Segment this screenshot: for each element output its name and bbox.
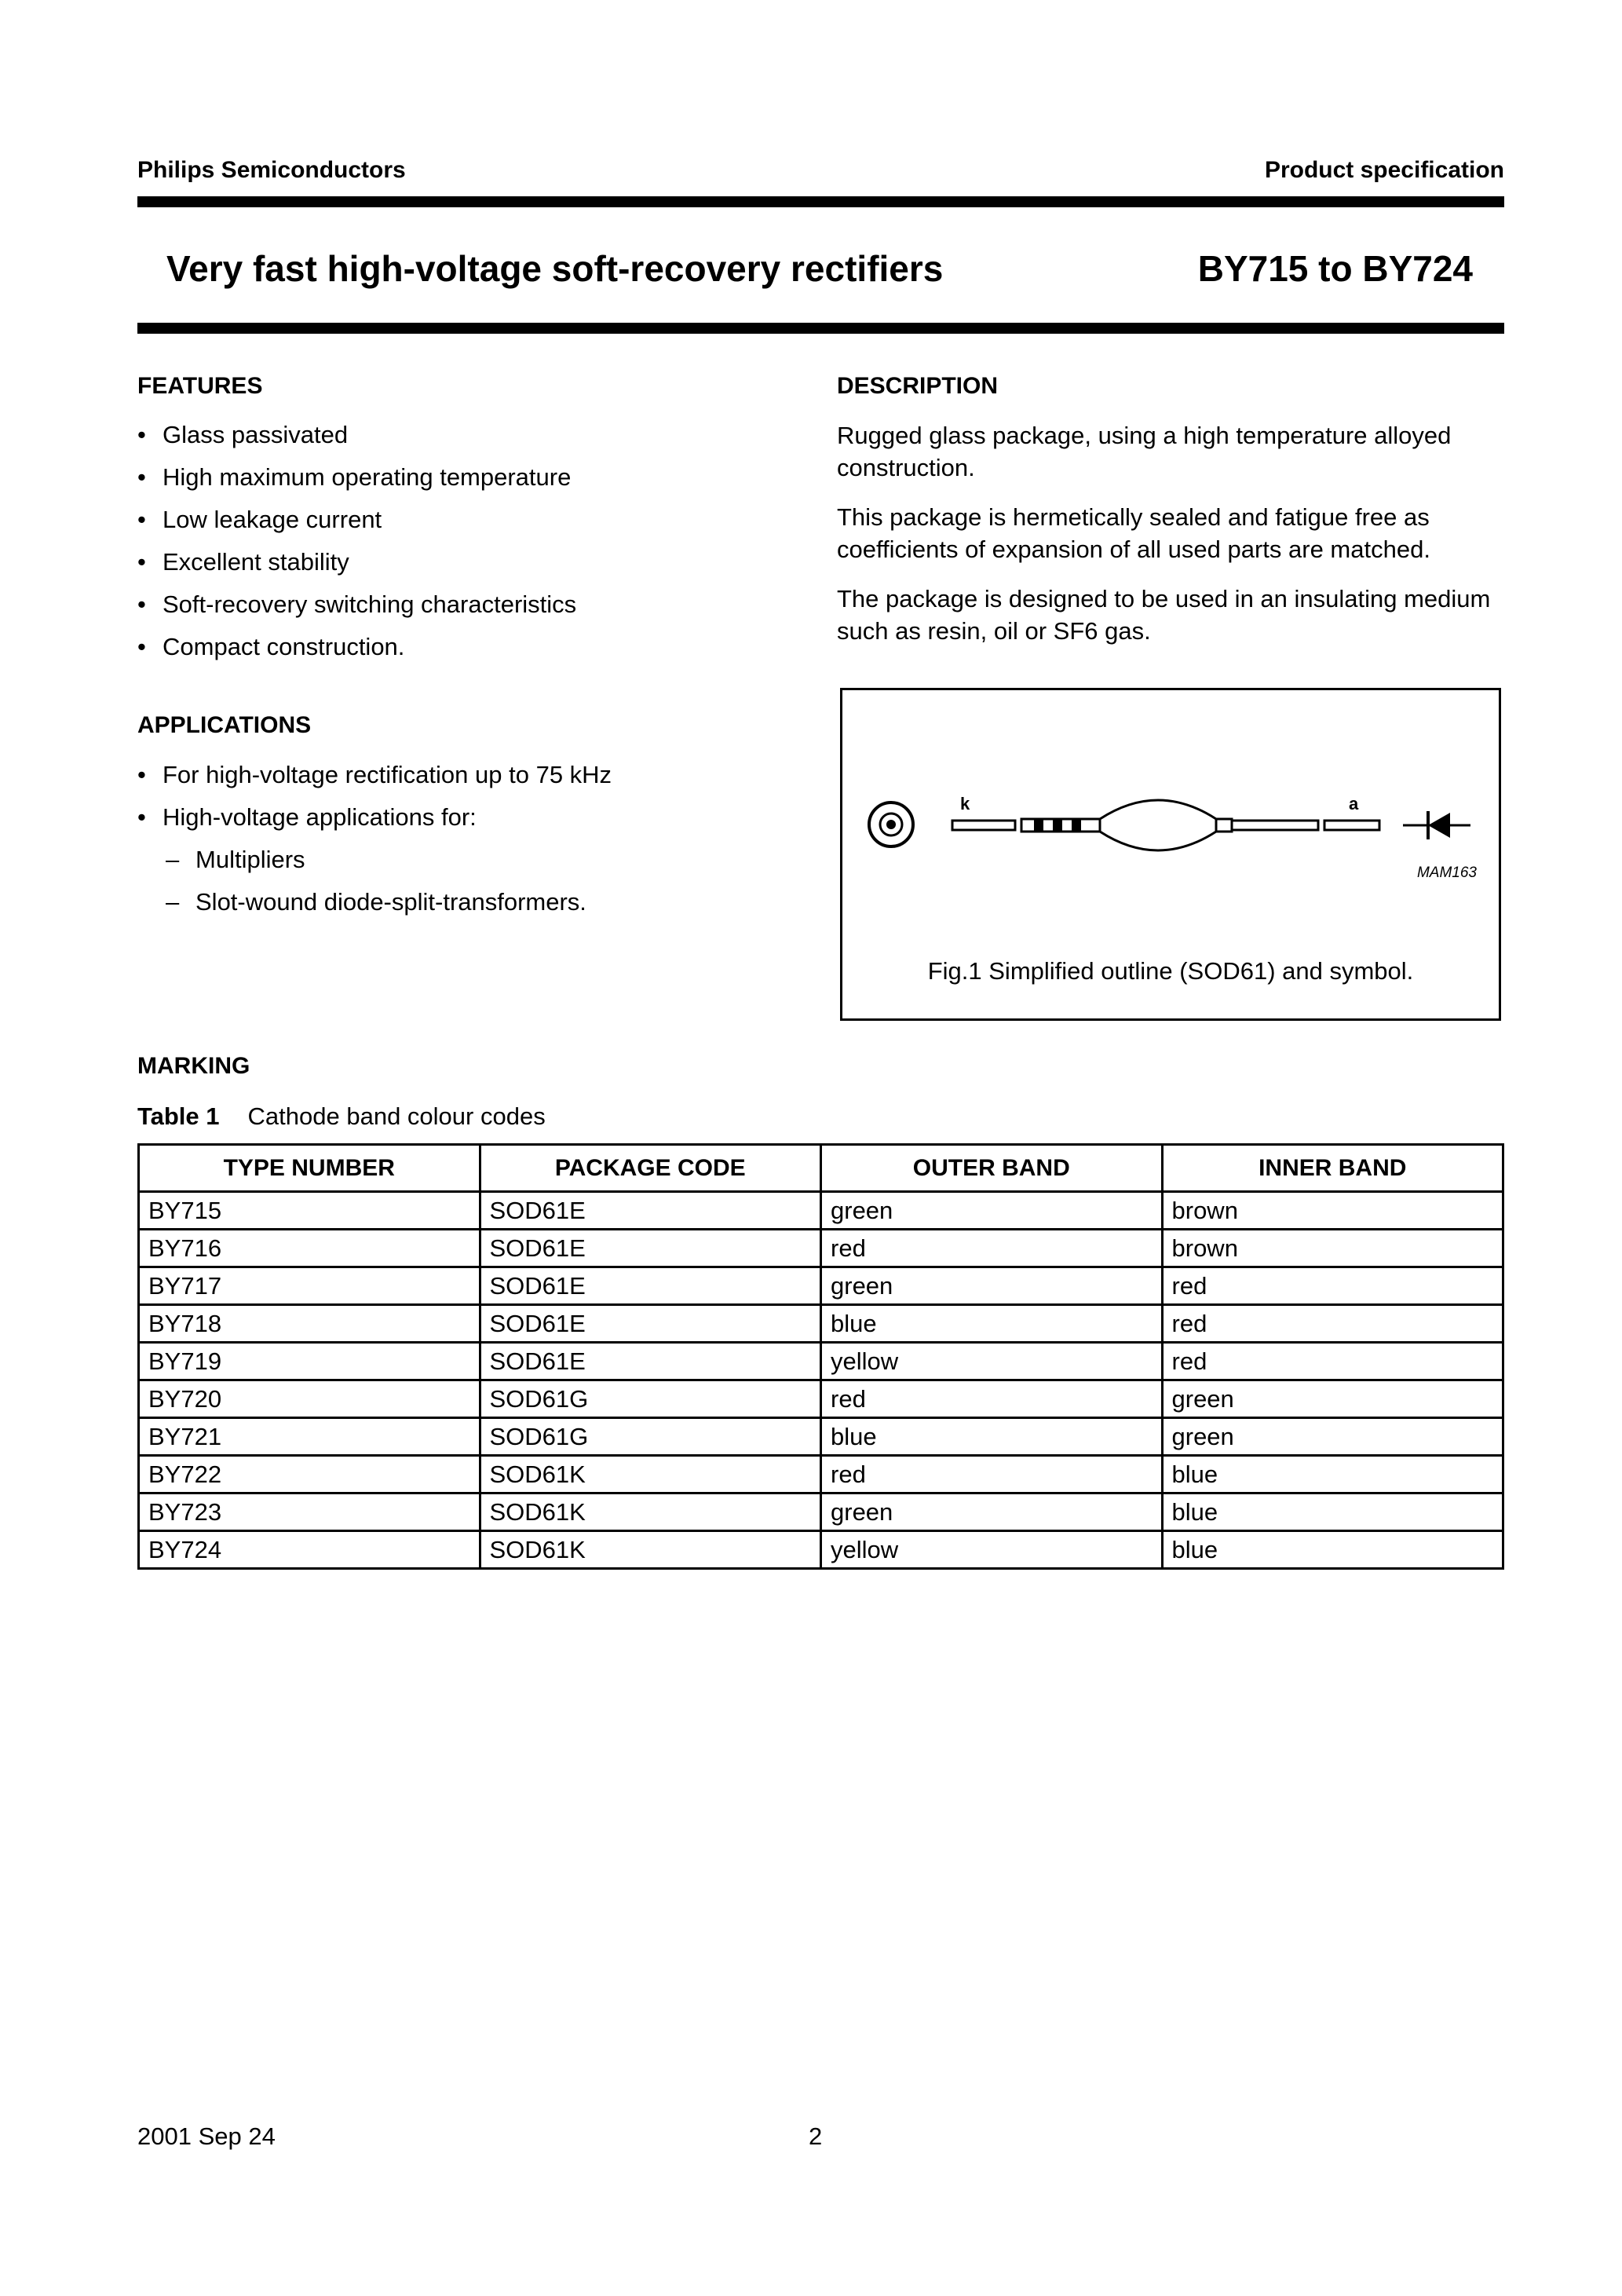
table-cell: red <box>821 1230 1163 1267</box>
table-cell: brown <box>1162 1192 1503 1230</box>
table-cell: SOD61G <box>480 1380 821 1418</box>
diode-outline-drawing <box>842 690 1499 926</box>
anode-label: a <box>1349 794 1359 813</box>
cathode-lead <box>952 821 1015 830</box>
table-cell: red <box>1162 1267 1503 1305</box>
table-label: Table 1 <box>137 1102 220 1130</box>
list-item: • For high-voltage rectification up to 75 kHz <box>137 754 612 796</box>
table-cell: BY723 <box>139 1493 480 1531</box>
column-header: OUTER BAND <box>821 1145 1163 1192</box>
description-paragraph: This package is hermetically sealed and fatigue free as coefficients of expansion of all used parts are matched. <box>837 503 1430 563</box>
footer-date: 2001 Sep 24 <box>137 2122 276 2150</box>
glass-body <box>1100 800 1216 850</box>
description-text <box>837 419 1504 664</box>
features-list <box>137 414 576 668</box>
table-row <box>139 1343 1503 1380</box>
column-header: PACKAGE CODE <box>480 1145 821 1192</box>
figure-code: MAM163 <box>1416 865 1477 881</box>
part-range: BY715 to BY724 <box>1197 248 1473 289</box>
applications-heading: APPLICATIONS <box>137 712 312 738</box>
cathode-label: k <box>960 794 970 813</box>
anode-lead <box>1324 821 1379 830</box>
table-row <box>139 1493 1503 1531</box>
features-heading: FEATURES <box>137 373 263 399</box>
list-item: • Soft-recovery switching characteristics <box>137 583 576 626</box>
table-cell: SOD61K <box>480 1531 821 1569</box>
column-header: INNER BAND <box>1162 1145 1503 1192</box>
table-row <box>139 1531 1503 1569</box>
list-item: • High maximum operating temperature <box>137 456 576 499</box>
list-item: – Slot-wound diode-split-transformers. <box>137 881 586 923</box>
applications-sublist <box>137 839 586 923</box>
table-cell: SOD61E <box>480 1192 821 1230</box>
end-view-icon <box>869 803 913 846</box>
table-cell: BY724 <box>139 1531 480 1569</box>
header-rule-top <box>137 196 1504 207</box>
table-cell: blue <box>1162 1456 1503 1493</box>
table-cell: SOD61E <box>480 1305 821 1343</box>
figure-caption: Fig.1 Simplified outline (SOD61) and symbol. <box>927 957 1414 985</box>
list-item: • Low leakage current <box>137 499 576 541</box>
table-cell: BY715 <box>139 1192 480 1230</box>
cathode-band-outer <box>1034 819 1043 832</box>
table-cell: blue <box>1162 1493 1503 1531</box>
header-rule-bottom <box>137 323 1504 334</box>
table-cell: BY719 <box>139 1343 480 1380</box>
table-row <box>139 1456 1503 1493</box>
body-anode-end <box>1216 819 1232 832</box>
cathode-band-inner <box>1053 819 1062 832</box>
description-paragraph: Rugged glass package, using a high temperature alloyed construction. <box>837 422 1452 481</box>
list-item: – Multipliers <box>137 839 586 881</box>
list-item: • Glass passivated <box>137 414 576 456</box>
column-header: TYPE NUMBER <box>139 1145 480 1192</box>
table-title: Cathode band colour codes <box>247 1102 546 1130</box>
description-heading: DESCRIPTION <box>837 373 999 399</box>
table-row <box>139 1267 1503 1305</box>
table-cell: red <box>1162 1305 1503 1343</box>
table-cell: green <box>821 1493 1163 1531</box>
table-cell: SOD61K <box>480 1456 821 1493</box>
marking-heading: MARKING <box>137 1053 250 1079</box>
list-item: • Excellent stability <box>137 541 576 583</box>
table-cell: red <box>821 1380 1163 1418</box>
table-cell: green <box>1162 1380 1503 1418</box>
table-row <box>139 1192 1503 1230</box>
table-cell: BY722 <box>139 1456 480 1493</box>
description-paragraph: The package is designed to be used in an insulating medium such as resin, oil or SF6 gas. <box>837 585 1491 645</box>
diode-symbol-icon <box>1403 811 1470 839</box>
table-cell: blue <box>821 1305 1163 1343</box>
table-row <box>139 1305 1503 1343</box>
table-row <box>139 1380 1503 1418</box>
table-cell: BY720 <box>139 1380 480 1418</box>
page-number: 2 <box>809 2122 823 2150</box>
table-cell: SOD61E <box>480 1343 821 1380</box>
table-cell: BY716 <box>139 1230 480 1267</box>
document-title: Very fast high-voltage soft-recovery rectifiers <box>166 248 944 289</box>
table-cell: blue <box>1162 1531 1503 1569</box>
table-cell: BY721 <box>139 1418 480 1456</box>
table-cell: yellow <box>821 1531 1163 1569</box>
table-cell: green <box>821 1267 1163 1305</box>
table-caption <box>137 1102 546 1131</box>
table-cell: SOD61E <box>480 1267 821 1305</box>
table-cell: BY718 <box>139 1305 480 1343</box>
table-cell: SOD61E <box>480 1230 821 1267</box>
table-cell: yellow <box>821 1343 1163 1380</box>
document-type: Product specification <box>1264 157 1504 183</box>
list-item: • High-voltage applications for: <box>137 796 612 839</box>
figure-box <box>840 688 1501 1021</box>
table-cell: green <box>1162 1418 1503 1456</box>
table-cell: BY717 <box>139 1267 480 1305</box>
list-item: • Compact construction. <box>137 626 576 668</box>
table-cell: red <box>821 1456 1163 1493</box>
table-cell: SOD61G <box>480 1418 821 1456</box>
table-cell: red <box>1162 1343 1503 1380</box>
cathode-band <box>1072 819 1081 832</box>
anode-middle-lead <box>1232 821 1318 830</box>
table-row <box>139 1418 1503 1456</box>
cathode-band-table <box>137 1143 1504 1570</box>
applications-list <box>137 754 612 839</box>
table-cell: blue <box>821 1418 1163 1456</box>
company-name: Philips Semiconductors <box>137 157 406 183</box>
table-cell: SOD61K <box>480 1493 821 1531</box>
table-cell: brown <box>1162 1230 1503 1267</box>
table-cell: green <box>821 1192 1163 1230</box>
table-row <box>139 1230 1503 1267</box>
